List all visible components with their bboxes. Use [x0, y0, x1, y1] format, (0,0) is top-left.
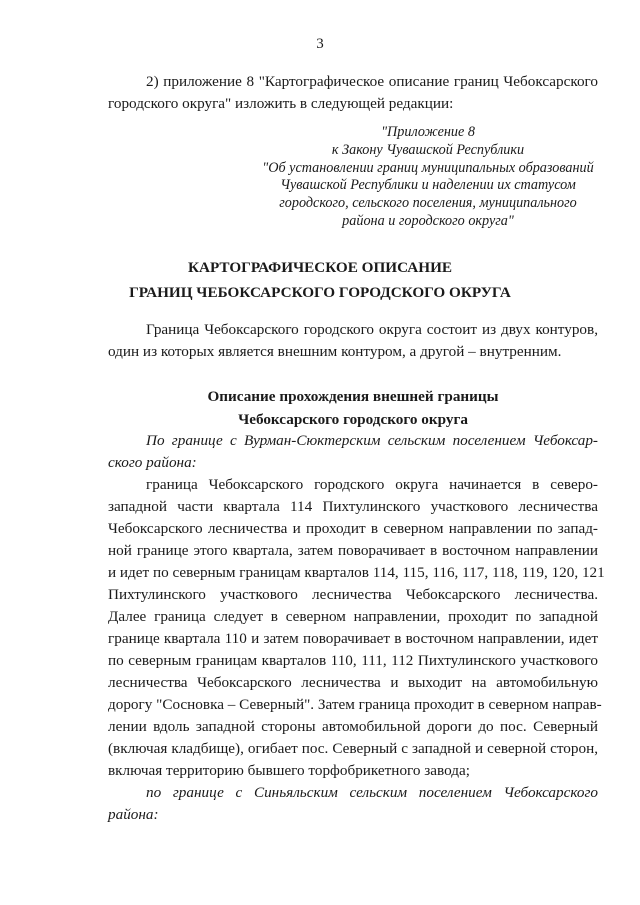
title-line: ГРАНИЦ ЧЕБОКСАРСКОГО ГОРОДСКОГО ОКРУГА	[129, 284, 511, 301]
main-paragraph-line: Чебоксарского лесничества и проходит в северном направлении по запад-	[108, 520, 598, 537]
intro-paragraph	[108, 71, 598, 115]
vurman-heading-line: ского района:	[108, 454, 197, 471]
main-paragraph-line: лесничества Чебоксарского лесничества и выходит на автомобильную	[108, 674, 598, 691]
main-paragraph-line: лении вдоль западной стороны автомобильной дороги до пос. Северный	[108, 718, 598, 735]
main-paragraph-line: Далее граница следует в северном направлении, проходит по западной	[108, 608, 598, 625]
contours-line: один из которых является внешним контуром, а другой – внутренним.	[108, 343, 562, 360]
main-paragraph-line: и идет по северным границам кварталов 114, 115, 116, 117, 118, 119, 120, 121	[108, 564, 605, 581]
appendix-caption	[258, 124, 598, 231]
main-paragraph-line: ной границе этого квартала, затем поворачивает в восточном направлении	[108, 542, 598, 559]
sinyal-heading	[108, 782, 598, 826]
intro-line: 2) приложение 8 "Картографическое описание границ Чебоксарского	[146, 73, 598, 90]
appendix-caption-line: городского, сельского поселения, муниципального	[279, 195, 577, 212]
section-heading	[108, 385, 598, 431]
vurman-heading-line: По границе с Вурман-Сюктерским сельским поселением Чебоксар-	[146, 432, 598, 449]
appendix-caption-line: "Об установлении границ муниципальных образований	[262, 159, 594, 176]
main-paragraph-line: (включая кладбище), огибает пос. Северный с западной и северной сторон,	[108, 740, 598, 757]
vurman-heading	[108, 430, 598, 474]
main-paragraph-line: по северным границам кварталов 110, 111, 112 Пихтулинского участкового	[108, 652, 598, 669]
main-paragraph-line: включая территорию бывшего торфобрикетного завода;	[108, 762, 470, 779]
appendix-caption-line: района и городского округа"	[342, 212, 514, 229]
contours-paragraph	[108, 319, 598, 363]
page-number: 3	[316, 36, 324, 52]
sinyal-heading-line: по границе с Синьяльским сельским поселением Чебоксарского	[146, 784, 598, 801]
appendix-caption-line: к Закону Чувашской Республики	[331, 141, 525, 158]
intro-line: городского округа" изложить в следующей редакции:	[108, 95, 454, 112]
main-paragraph-line: границе квартала 110 и затем поворачивает в восточном направлении, идет	[108, 630, 598, 647]
appendix-caption-line: Чувашской Республики и наделении их статусом	[280, 177, 576, 194]
main-paragraph-line: дорогу "Сосновка – Северный". Затем граница проходит в северном направ-	[108, 696, 602, 713]
main-paragraph-line: Пихтулинского участкового лесничества Чебоксарского лесничества.	[108, 586, 598, 603]
main-paragraph-line: западной части квартала 114 Пихтулинского участкового лесничества	[108, 498, 598, 515]
section-heading-line: Описание прохождения внешней границы	[207, 388, 499, 405]
sinyal-heading-line: района:	[108, 806, 159, 823]
appendix-caption-line: "Приложение 8	[381, 124, 475, 140]
title-line: КАРТОГРАФИЧЕСКОЕ ОПИСАНИЕ	[187, 259, 453, 276]
main-paragraph-line: граница Чебоксарского городского округа начинается в северо-	[146, 476, 598, 493]
document-title	[0, 255, 640, 305]
main-paragraph	[108, 474, 605, 782]
contours-line: Граница Чебоксарского городского округа состоит из двух контуров,	[146, 321, 598, 338]
section-heading-line: Чебоксарского городского округа	[238, 411, 468, 428]
